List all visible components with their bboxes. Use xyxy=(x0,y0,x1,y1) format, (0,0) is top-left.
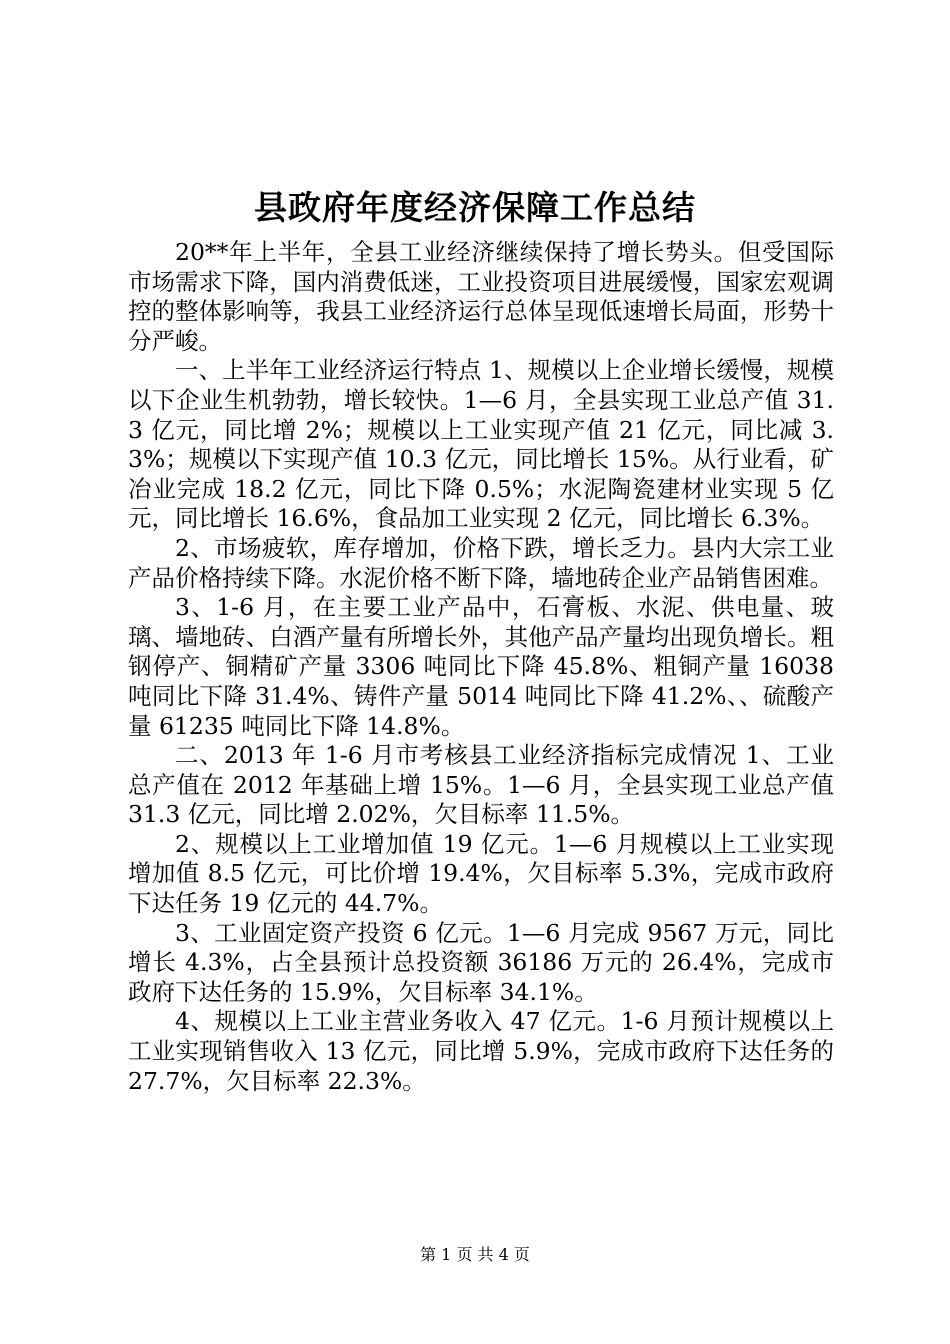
paragraph-item-2: 2、市场疲软，库存增加，价格下跌，增长乏力。县内大宗工业产品价格持续下降。水泥价格不断下降，墙地砖企业产品销售困难。 xyxy=(128,533,834,592)
page-number-footer: 第 1 页 共 4 页 xyxy=(420,1245,530,1264)
paragraph-section-2: 二、2013 年 1-6 月市考核县工业经济指标完成情况 1、工业总产值在 2012 年基础上增 15%。1—6 月，全县实现工业总产值 31.3 亿元，同比增 2.02%，欠目标率 11.5%。 xyxy=(128,741,834,829)
paragraph-intro: 20**年上半年，全县工业经济继续保持了增长势头。但受国际市场需求下降，国内消费低迷，工业投资项目进展缓慢，国家宏观调控的整体影响等，我县工业经济运行总体呈现低速增长局面，形势十分严峻。 xyxy=(128,238,834,355)
paragraph-item-3: 3、1-6 月，在主要工业产品中，石膏板、水泥、供电量、玻璃、墙地砖、白酒产量有所增长外，其他产品产量均出现负增长。粗钢停产、铜精矿产量 3306 吨同比下降 45.8%、粗铜产量 16038 吨同比下降 31.4%、铸件产量 5014 吨同比下降 41.2%、、硫酸产量 61235 吨同比下降 14.8%。 xyxy=(128,593,834,740)
paragraph-section-1: 一、上半年工业经济运行特点 1、规模以上企业增长缓慢，规模以下企业生机勃勃，增长较快。1—6 月，全县实现工业总产值 31.3 亿元，同比增 2%；规模以上工业实现产值 21 亿元，同比减 3.3%；规模以下实现产值 10.3 亿元，同比增长 15%。从行业看，矿冶业完成 18.2 亿元，同比下降 0.5%；水泥陶瓷建材业实现 5 亿元，同比增长 16.6%，食品加工业实现 2 亿元，同比增长 6.3%。 xyxy=(128,356,834,533)
paragraph-indicator-4: 4、规模以上工业主营业务收入 47 亿元。1-6 月预计规模以上工业实现销售收入 13 亿元，同比增 5.9%，完成市政府下达任务的 27.7%，欠目标率 22.3%。 xyxy=(128,1007,834,1095)
paragraph-indicator-3: 3、工业固定资产投资 6 亿元。1—6 月完成 9567 万元，同比增长 4.3%，占全县预计总投资额 36186 万元的 26.4%，完成市政府下达任务的 15.9%，欠目标率 34.1%。 xyxy=(128,918,834,1006)
document-body xyxy=(128,238,834,1096)
paragraph-indicator-2: 2、规模以上工业增加值 19 亿元。1—6 月规模以上工业实现增加值 8.5 亿元，可比价增 19.4%，欠目标率 5.3%，完成市政府下达任务 19 亿元的 44.7%。 xyxy=(128,829,834,918)
document-title: 县政府年度经济保障工作总结 xyxy=(254,188,696,227)
